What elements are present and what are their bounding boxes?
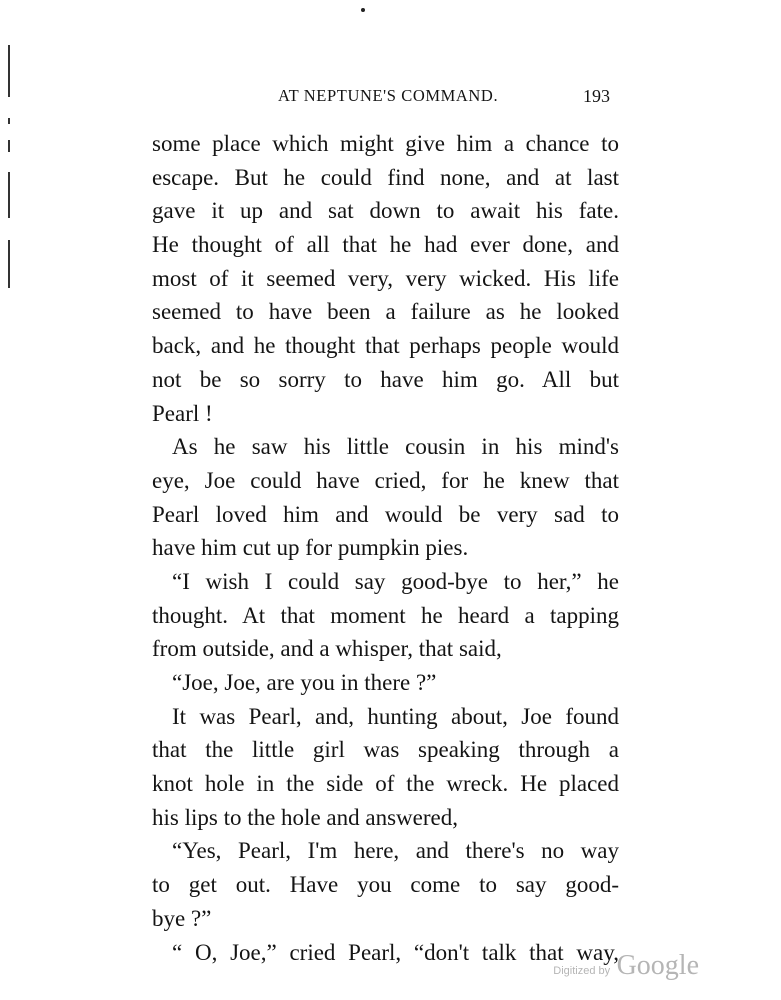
page-edge-mark xyxy=(8,140,10,152)
text-line: As he saw his little cousin in his mind's xyxy=(172,434,619,460)
text-line: thought. At that moment he heard a tapping xyxy=(152,602,619,628)
text-line: “Joe, Joe, are you in there ?” xyxy=(172,670,437,695)
text-line: not be so sorry to have him go. All but xyxy=(152,366,619,392)
text-line: It was Pearl, and, hunting about, Joe found xyxy=(172,703,619,729)
text-line: He thought of all that he had ever done, and xyxy=(152,232,619,258)
text-line: bye ?” xyxy=(152,905,212,931)
text-line: his lips to the hole and answered, xyxy=(152,804,458,830)
body-text xyxy=(152,127,619,969)
text-line: gave it up and sat down to await his fate. xyxy=(152,198,619,224)
text-line: eye, Joe could have cried, for he knew that xyxy=(152,467,619,493)
text-line: back, and he thought that perhaps people would xyxy=(152,333,619,359)
text-line: “ O, Joe,” cried Pearl, “don't talk that way, xyxy=(172,939,619,965)
text-line: Pearl loved him and would be very sad to xyxy=(152,501,619,527)
running-title: AT NEPTUNE'S COMMAND. xyxy=(278,86,499,105)
watermark-digitized-label: Digitized by xyxy=(553,965,611,977)
page-number: 193 xyxy=(583,86,610,106)
text-line: to get out. Have you come to say good- xyxy=(152,872,619,898)
text-line: “I wish I could say good-bye to her,” he xyxy=(172,568,619,594)
text-line: knot hole in the side of the wreck. He placed xyxy=(152,771,619,797)
text-line: have him cut up for pumpkin pies. xyxy=(152,535,469,561)
text-line: from outside, and a whisper, that said, xyxy=(152,636,502,662)
text-line: Pearl ! xyxy=(152,400,213,426)
page-edge-mark xyxy=(8,240,10,288)
text-line: some place which might give him a chance to xyxy=(152,131,619,156)
text-line: most of it seemed very, very wicked. His life xyxy=(152,265,619,291)
ink-speck xyxy=(361,8,365,12)
page-edge-mark xyxy=(8,172,10,218)
text-line: escape. But he could find none, and at last xyxy=(152,164,619,190)
page-edge-mark xyxy=(8,118,10,124)
text-line: that the little girl was speaking through a xyxy=(152,737,619,763)
digitized-watermark xyxy=(553,950,699,980)
text-line: seemed to have been a failure as he looked xyxy=(152,299,619,325)
text-line: “Yes, Pearl, I'm here, and there's no way xyxy=(172,838,619,864)
page-header xyxy=(0,80,781,110)
watermark-brand-logo: Google xyxy=(616,950,699,981)
